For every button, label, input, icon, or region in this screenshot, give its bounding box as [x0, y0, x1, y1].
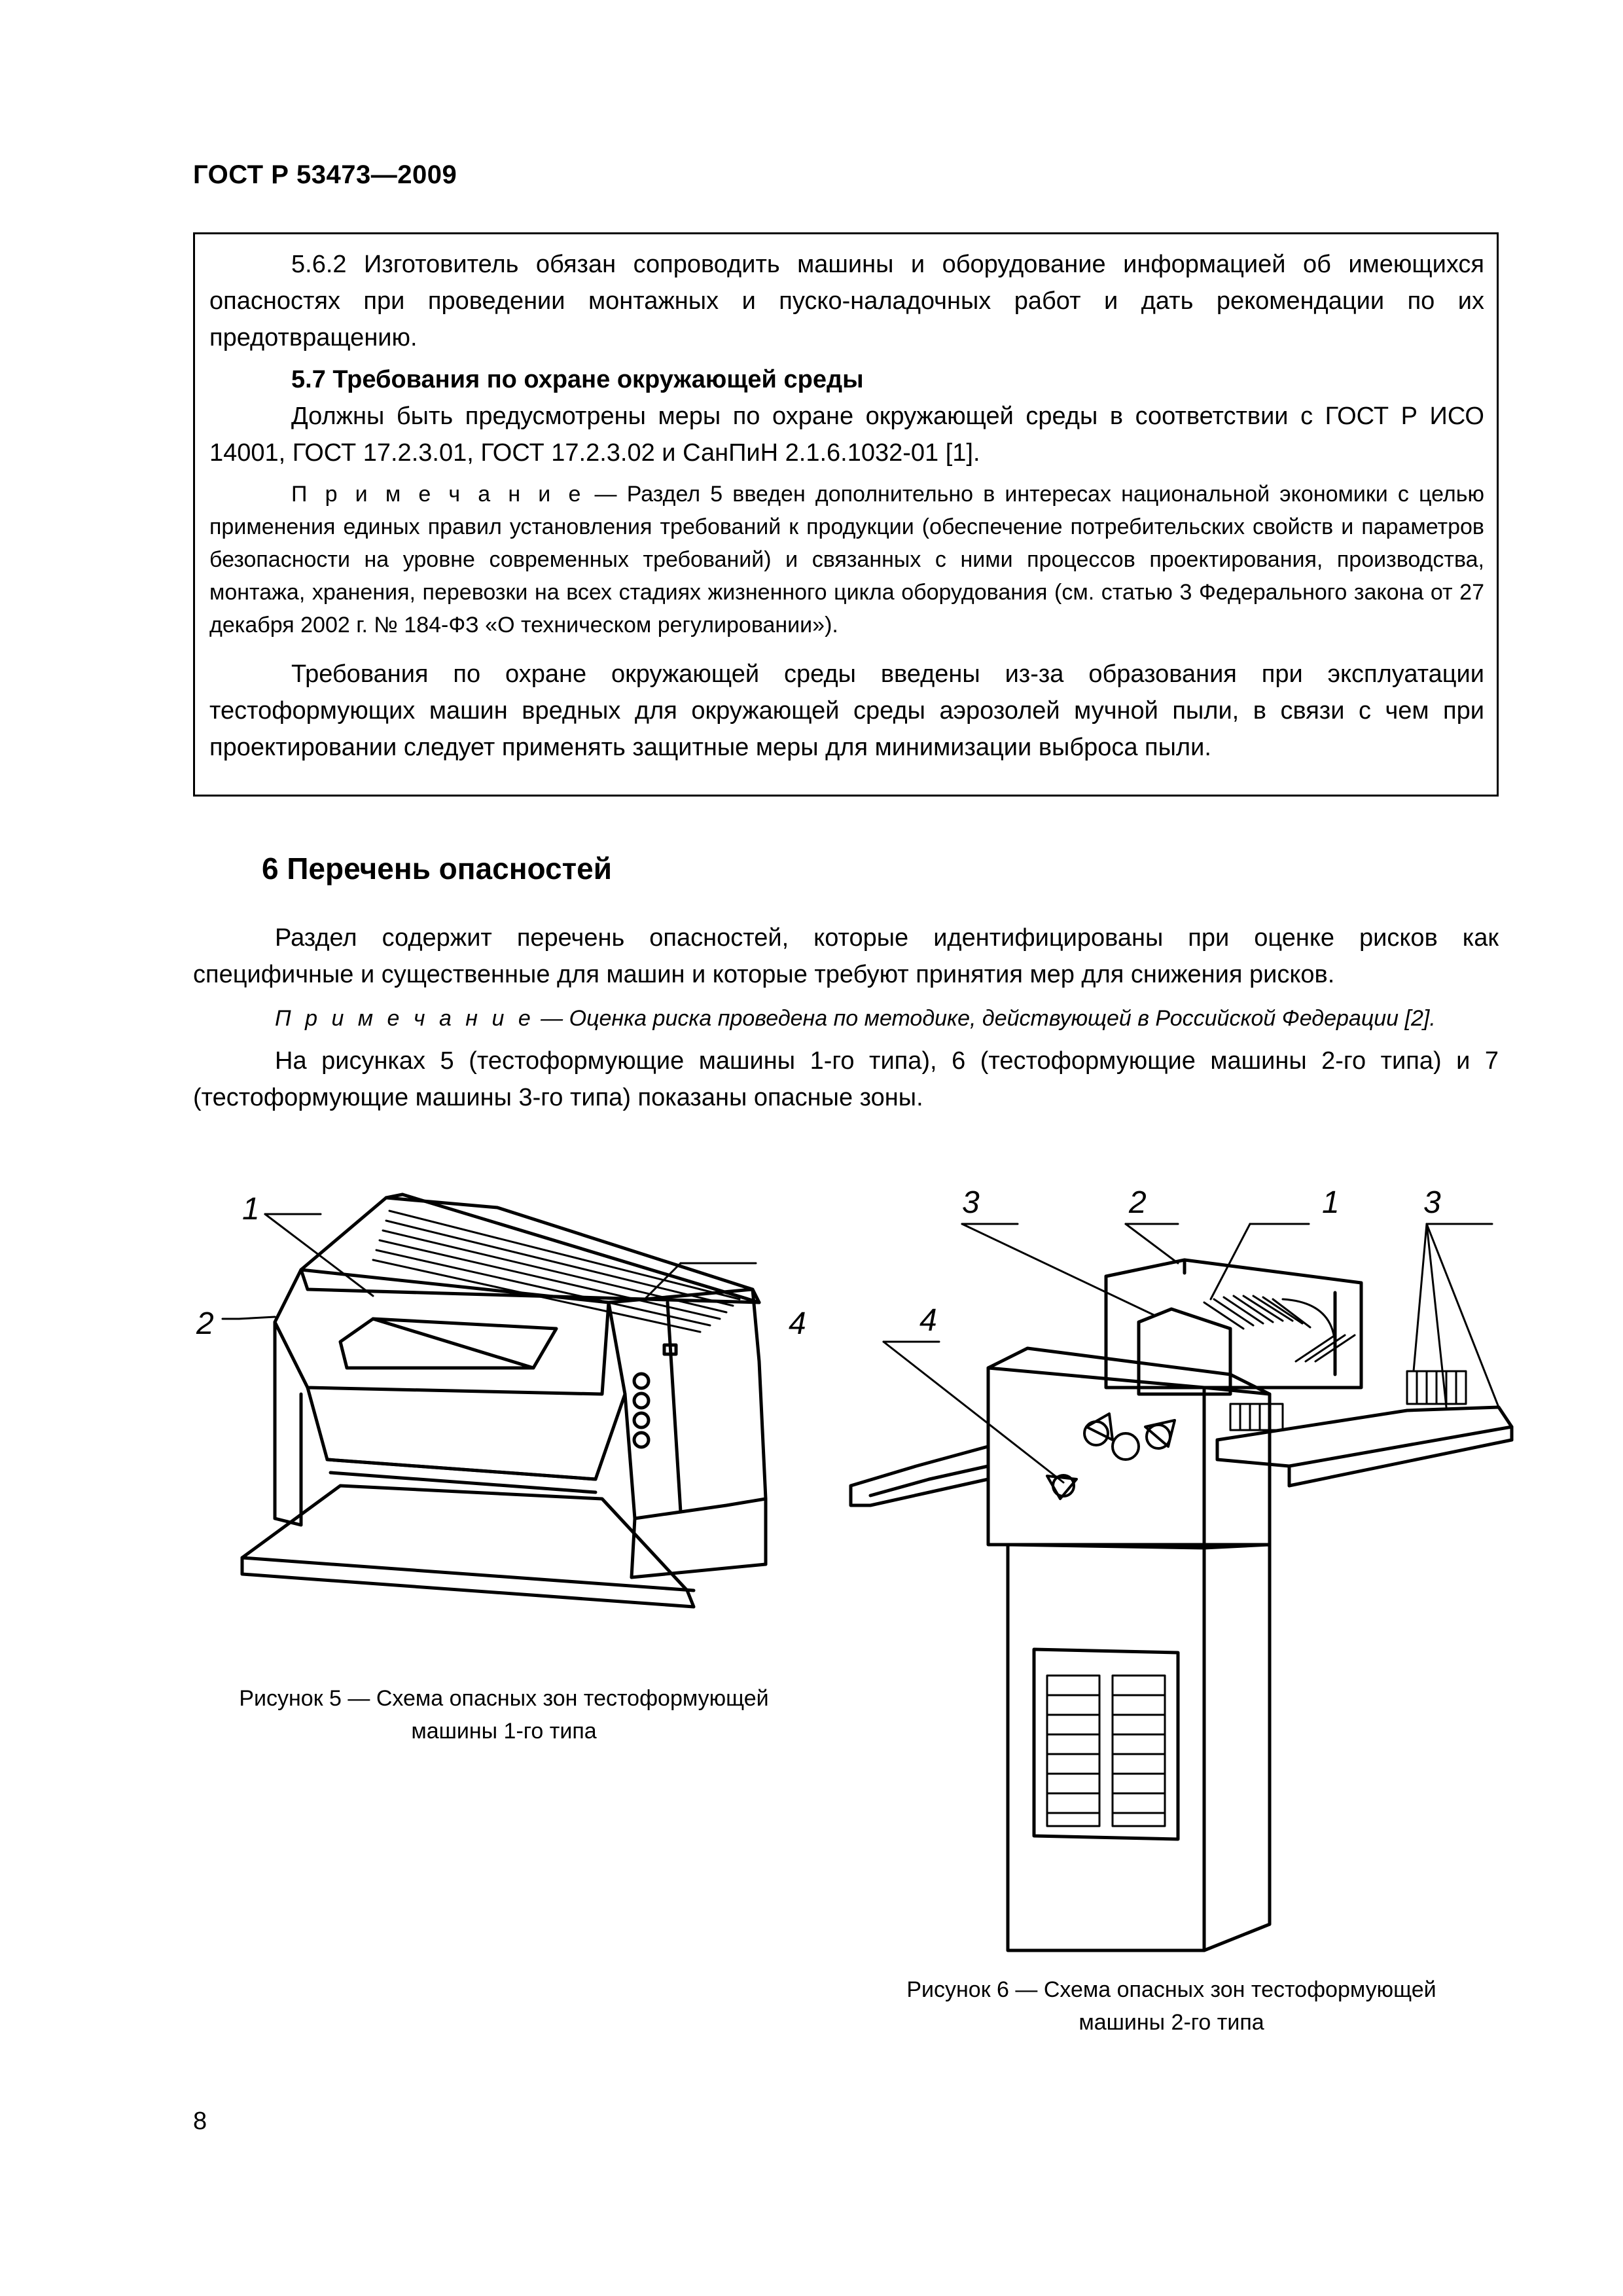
fig5-label-2: 2: [196, 1306, 214, 1341]
fig5-label-4: 4: [789, 1306, 806, 1341]
box-note: [209, 478, 1484, 641]
amendment-box: [193, 232, 1499, 797]
fig6-label-3: 3: [962, 1185, 980, 1220]
figure-5-caption: [190, 1682, 818, 1748]
machine-side-panel: [609, 1289, 766, 1518]
caption-line-1: Рисунок 5 — Схема опасных зон тестоформующей: [239, 1686, 769, 1711]
machine-back-frame: [1106, 1260, 1361, 1388]
section-6-note: [193, 1002, 1499, 1035]
clause-5-6-2: 5.6.2 Изготовитель обязан сопроводить машины и оборудование информацией об имеющихся опасностях при проведении монтажных и пуско-наладочных работ и дать рекомендации по их предотвращению.: [209, 251, 1484, 351]
fig6-label-1: 1: [1322, 1185, 1340, 1220]
caption-line-1: Рисунок 6 — Схема опасных зон тестоформующей: [906, 1977, 1436, 2002]
note-label: П р и м е ч а н и е: [291, 482, 585, 507]
note-text: — Оценка риска проведена по методике, действующей в Российской Федерации [2].: [534, 1006, 1436, 1031]
clause-5-7-heading: 5.7 Требования по охране окружающей среды: [291, 366, 864, 393]
section-6-intro: Раздел содержит перечень опасностей, которые идентифицированы при оценке рисков как специфичные и существенные для машин и которые требуют принятия мер для снижения рисков.: [193, 924, 1499, 988]
note-label: П р и м е ч а н и е: [275, 1006, 535, 1031]
vent-slots: [1047, 1676, 1165, 1826]
control-knobs: [1047, 1414, 1175, 1499]
dough-rollers: [1204, 1296, 1335, 1348]
note-text: — Раздел 5 введен дополнительно в интересах национальной экономики с целью применения единых правил установления требований к продукции (обеспечение потребительских свойств и параметров безопасности на уровне современных требований) и связанных с ними процессов проектирования, производства, монтажа, хранения, перевозки на всех стадиях жизненного цикла оборудования (см. статью 3 Федерального закона от 27 декабря 2002 г. № 184-ФЗ «О техническом регулировании»).: [209, 482, 1484, 637]
fig6-label-2: 2: [1129, 1185, 1147, 1220]
section-6-figures-ref: На рисунках 5 (тестоформующие машины 1-го типа), 6 (тестоформующие машины 2-го типа) и 7 (тестоформующие машины 3-го типа) показаны опасные зоны.: [193, 1047, 1499, 1111]
vent-panel: [1034, 1649, 1178, 1839]
figure-6-caption: [844, 1973, 1499, 2039]
machine-tray: [242, 1486, 694, 1607]
conveyor-dough-pieces: [1230, 1335, 1466, 1430]
machine-head: [988, 1348, 1270, 1545]
control-buttons: [634, 1374, 649, 1447]
callout-leaders: [883, 1224, 1499, 1482]
page-number: 8: [193, 2108, 207, 2135]
fig6-label-3-second: 3: [1423, 1185, 1441, 1220]
caption-line-2: машины 1-го типа: [411, 1719, 597, 1744]
caption-line-2: машины 2-го типа: [1079, 2010, 1264, 2035]
figure-6-drawing: [838, 1178, 1525, 1957]
standard-designation: ГОСТ Р 53473—2009: [193, 160, 457, 189]
fig5-label-1: 1: [242, 1192, 260, 1227]
output-conveyor: [1217, 1407, 1512, 1466]
figure-5-drawing: [190, 1172, 844, 1682]
pedestal-side: [1204, 1545, 1270, 1950]
fig6-label-4: 4: [919, 1303, 937, 1338]
section-6-heading: 6 Перечень опасностей: [262, 852, 612, 886]
clause-5-7-text: Должны быть предусмотрены меры по охране окружающей среды в соответствии с ГОСТ Р ИСО 14001, ГОСТ 17.2.3.01, ГОСТ 17.2.3.02 и СанПиН 2.1.6.1032-01 [1].: [209, 403, 1484, 467]
env-requirements-text: Требования по охране окружающей среды введены из-за образования при эксплуатации тестоформующих машин вредных для окружающей среды аэрозолей мучной пыли, в связи с чем при проектировании следует применять защитные меры для минимизации выброса пыли.: [209, 660, 1484, 761]
pedestal-front: [1008, 1545, 1204, 1950]
